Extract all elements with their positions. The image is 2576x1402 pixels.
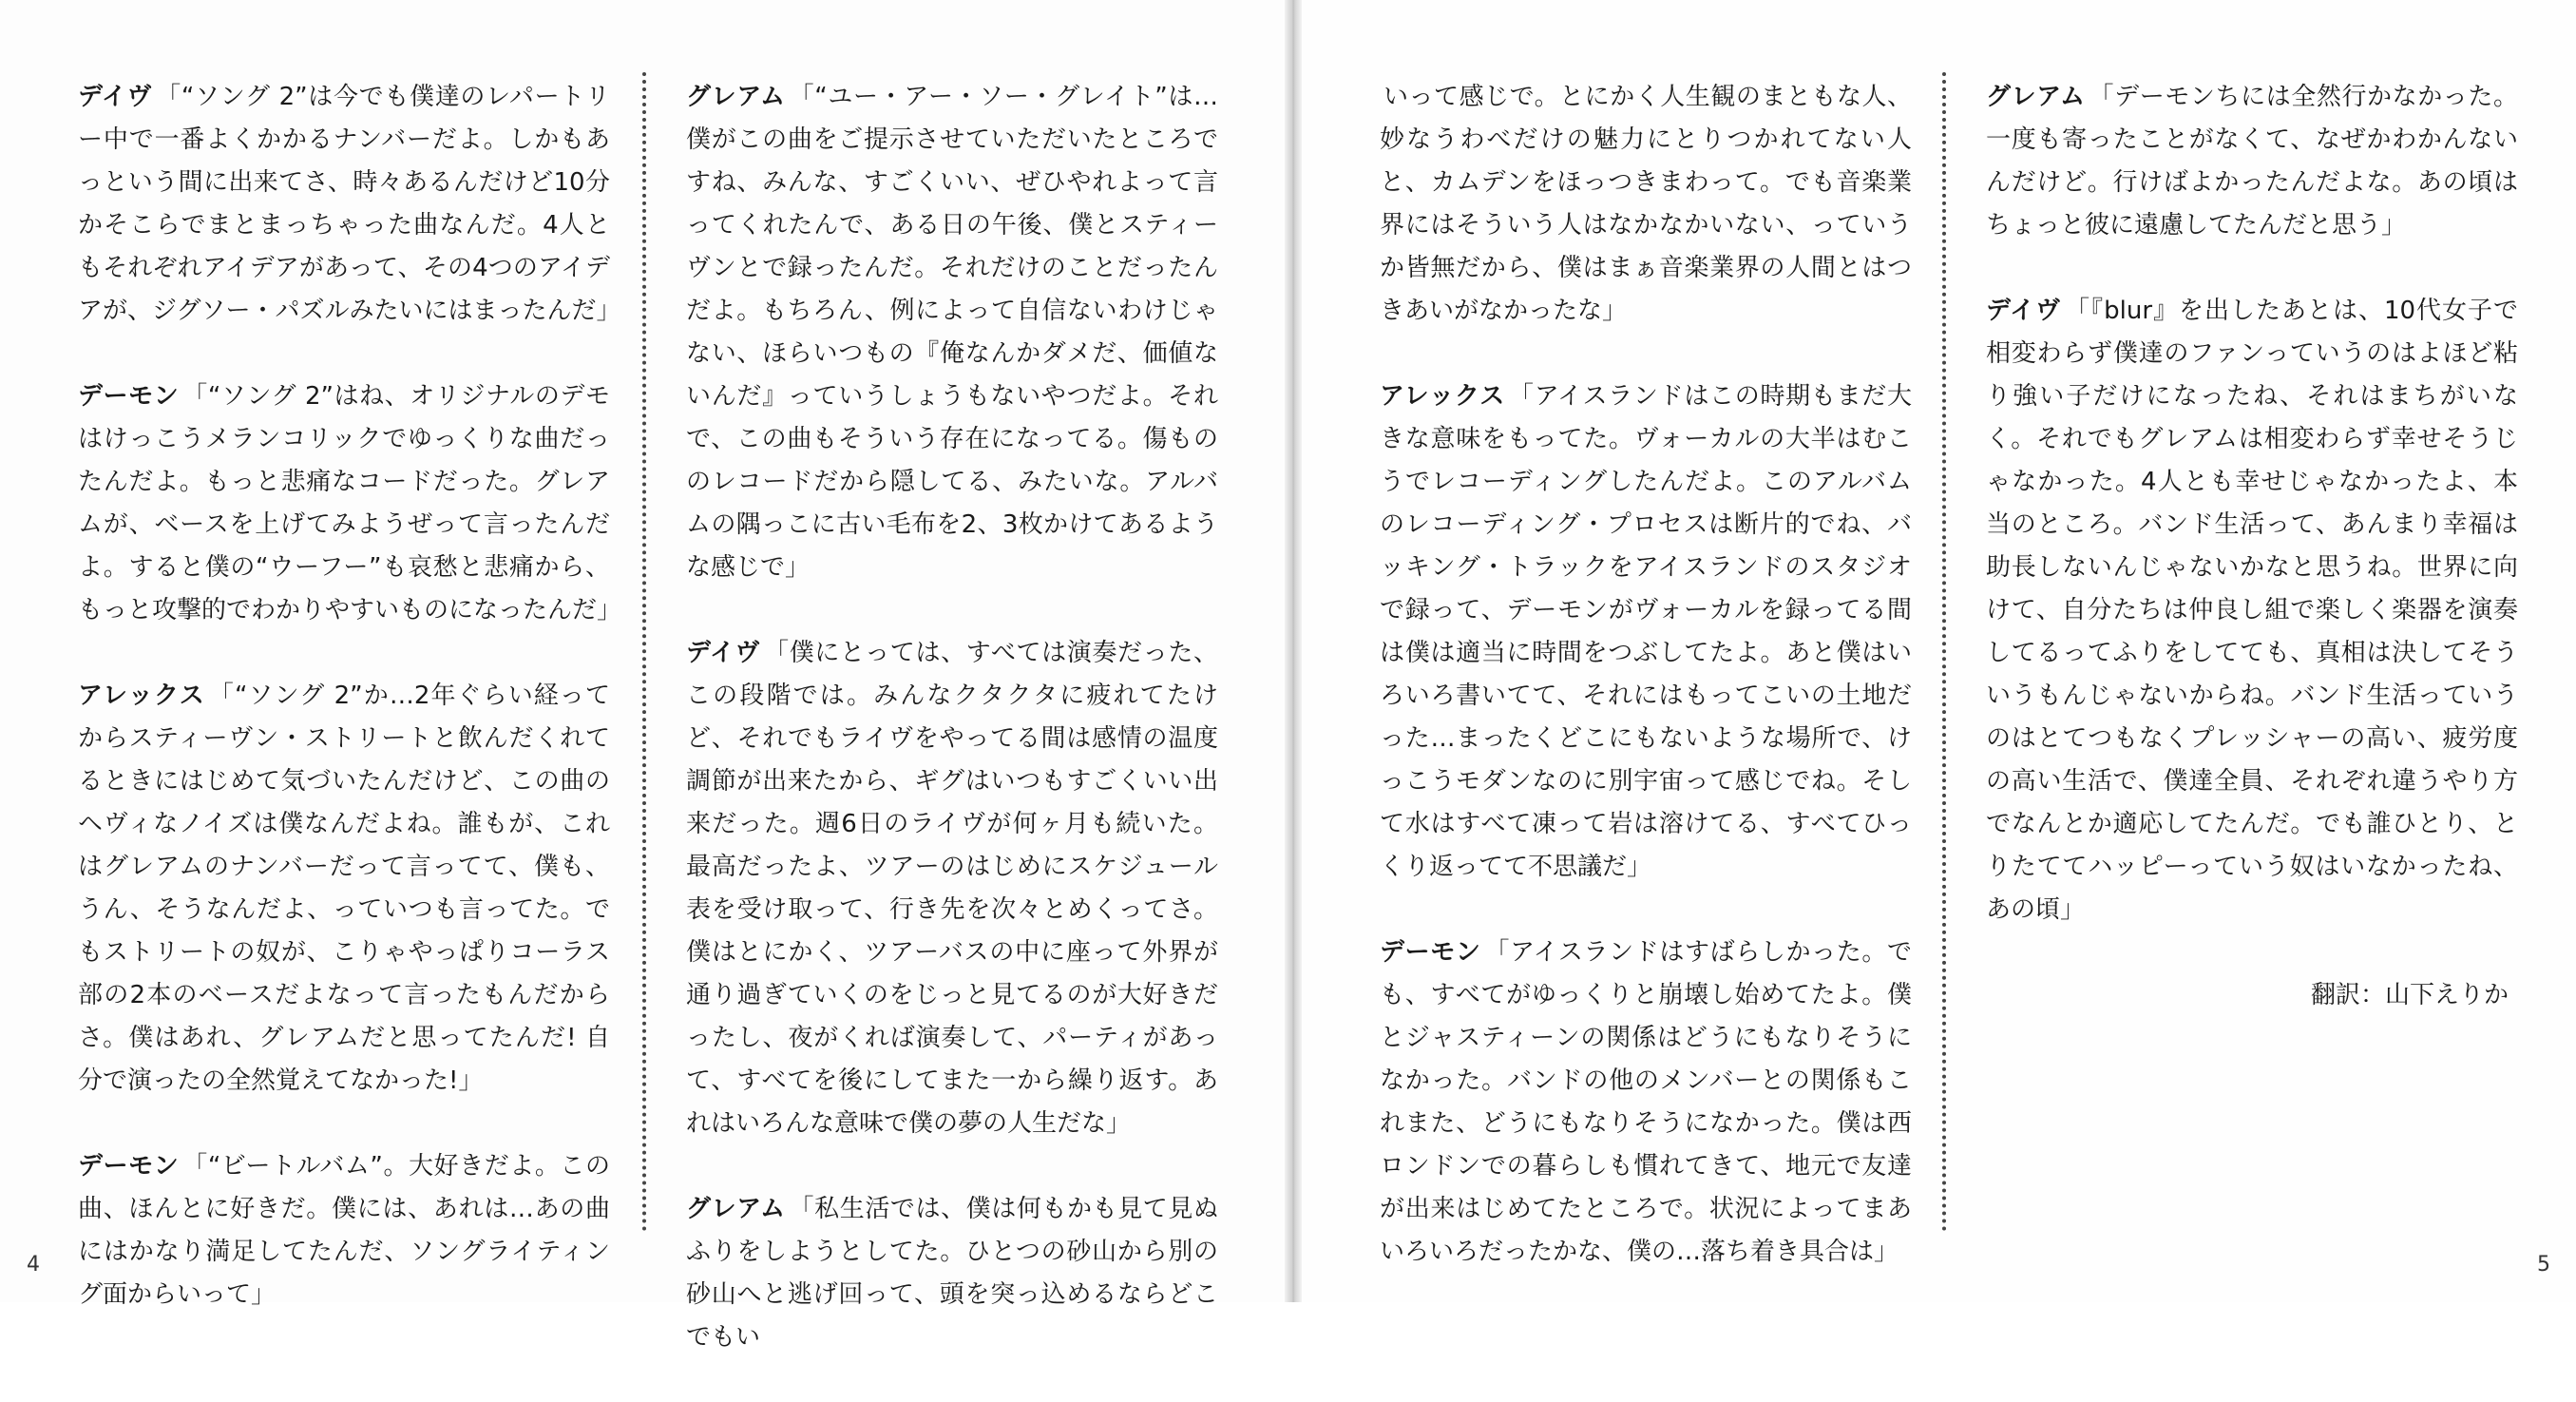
quote-text: 「アイスランドはこの時期もまだ大きな意味をもってた。ヴォーカルの大半はむこうでレコーディングしたんだよ。このアルバムのレコーディング・プロセスは断片的でね、バッキング・トラックをアイスランドのスタジオで録って、デーモンがヴォーカルを録ってる間は僕は適当に時間をつぶしてたよ。あと僕はいろいろ書いてて、それにはもってこいの土地だった…まったくどこにもないような場所で、けっこうモダンなのに別宇宙って感じでね。そして水はすべて凍って岩は溶けてる、すべてひっくり返ってて不思議だ」 [1380, 382, 1912, 881]
speaker-name: アレックス [78, 682, 205, 710]
interview-entry [686, 632, 1218, 1145]
speaker-name: デイヴ [78, 83, 153, 111]
quote-text: 「“ビートルバム”。大好きだよ。この曲、ほんとに好きだ。僕には、あれは…あの曲にはかなり満足してたんだ、ソングライティング面からいって」 [78, 1152, 610, 1309]
speaker-name: デイヴ [686, 639, 761, 667]
speaker-name: グレアム [686, 83, 786, 111]
interview-entry [1380, 76, 1912, 333]
book-gutter [1285, 0, 1302, 1302]
interview-entry [1380, 375, 1912, 889]
column-3 [1380, 76, 1912, 1316]
page-number-left: 4 [27, 1253, 40, 1277]
interview-entry [686, 76, 1218, 589]
column-2 [686, 76, 1218, 1402]
left-page [0, 0, 1285, 1352]
interview-entry [1986, 290, 2518, 931]
column-4 [1986, 76, 2518, 1042]
right-page [1302, 0, 2576, 1302]
interview-entry [686, 1188, 1218, 1359]
column-divider [1942, 72, 1946, 1232]
quote-text: 「アイスランドはすばらしかった。でも、すべてがゆっくりと崩壊し始めてたよ。僕とジャスティーンの関係はどうにもなりそうになかった。バンドの他のメンバーとの関係もこれまた、どうにもなりそうになかった。僕は西ロンドンでの暮らしも慣れてきて、地元で友達が出来はじめてたところで。状況によってまあいろいろだったかな、僕の…落ち着き具合は」 [1380, 938, 1912, 1266]
interview-entry [1986, 76, 2518, 247]
column-1 [78, 76, 622, 1359]
quote-text: 「“ユー・アー・ソー・グレイト”は…僕がこの曲をご提示させていただいたところですね、みんな、すごくいい、ぜひやれよって言ってくれたんで、ある日の午後、僕とスティーヴンとで録ったんだ。それだけのことだったんだよ。もちろん、例によって自信ないわけじゃない、ほらいつもの『俺なんかダメだ、価値ないんだ』っていうしょうもないやつだよ。それで、この曲もそういう存在になってる。傷もののレコードだから隠してる、みたいな。アルバムの隅っこに古い毛布を2、3枚かけてあるような感じで」 [686, 83, 1218, 582]
quote-text: 「“ソング 2”か…2年ぐらい経ってからスティーヴン・ストリートと飲んだくれてるときにはじめて気づいたんだけど、この曲のヘヴィなノイズは僕なんだよね。誰もが、これはグレアムのナンバーだって言ってて、僕も、うん、そうなんだよ、っていつも言ってた。でもストリートの奴が、こりゃやっぱりコーラス部の2本のベースだよなって言ったもんだからさ。僕はあれ、グレアムだと思ってたんだ! 自分で演ったの全然覚えてなかった!」 [78, 682, 610, 1095]
quote-text: いって感じで。とにかく人生観のまともな人、妙なうわべだけの魅力にとりつかれてない人と、カムデンをほっつきまわって。でも音楽業界にはそういう人はなかなかいない、っていうか皆無だから、僕はまぁ音楽業界の人間とはつきあいがなかったな」 [1380, 83, 1912, 325]
translator-credit: 翻訳：山下えりか [2310, 981, 2509, 1009]
quote-text: 「私生活では、僕は何もかも見て見ぬふりをしようとしてた。ひとつの砂山から別の砂山へと逃げ回って、頭を突っ込めるならどこでもい [686, 1195, 1218, 1352]
page-number-right: 5 [2537, 1253, 2550, 1277]
speaker-name: グレアム [686, 1195, 786, 1223]
speaker-name: デーモン [78, 382, 180, 411]
speaker-name: デーモン [78, 1152, 180, 1181]
speaker-name: デイヴ [1986, 297, 2062, 325]
interview-entry [78, 375, 622, 632]
interview-entry [78, 675, 610, 1103]
quote-text: 「“ソング 2”はね、オリジナルのデモはけっこうメランコリックでゆっくりな曲だったんだよ。もっと悲痛なコードだった。グレアムが、ベースを上げてみようぜって言ったんだよ。すると僕の“ウーフー”も哀愁と悲痛から、もっと攻撃的でわかりやすいものになったんだ」 [78, 382, 622, 624]
quote-text: 「僕にとっては、すべては演奏だった、この段階では。みんなクタクタに疲れてたけど、それでもライヴをやってる間は感情の温度調節が出来たから、ギグはいつもすごくいい出来だった。週6日のライヴが何ヶ月も続いた。最高だったよ、ツアーのはじめにスケジュール表を受け取って、行き先を次々とめくってさ。僕はとにかく、ツアーバスの中に座って外界が通り過ぎていくのをじっと見てるのが大好きだったし、夜がくれば演奏して、パーティがあって、すべてを後にしてまた一から繰り返す。あれはいろんな意味で僕の夢の人生だな」 [686, 639, 1218, 1138]
quote-text: 「デーモンちには全然行かなかった。一度も寄ったことがなくて、なぜかわかんないんだけど。行けばよかったんだよな。あの頃はちょっと彼に遠慮してたんだと思う」 [1986, 83, 2518, 240]
interview-entry [1380, 931, 1912, 1274]
speaker-name: グレアム [1986, 83, 2086, 111]
quote-text: 「『blur』を出したあとは、10代女子で相変わらず僕達のファンっていうのはよほど粘り強い子だけになったね、それはまちがいなく。それでもグレアムは相変わらず幸せそうじゃなかった。4人とも幸せじゃなかったよ、本当のところ。バンド生活って、あんまり幸福は助長しないんじゃないかなと思うね。世界に向けて、自分たちは仲良し組で楽しく楽器を演奏してるってふりをしてても、真相は決してそういうもんじゃないからね。バンド生活っていうのはとてつもなくプレッシャーの高い、疲労度の高い生活で、僕達全員、それぞれ違うやり方でなんとか適応してたんだ。でも誰ひとり、とりたててハッピーっていう奴はいなかったね、あの頃」 [1986, 297, 2518, 924]
interview-entry [78, 1145, 610, 1316]
interview-entry [78, 76, 621, 333]
speaker-name: デーモン [1380, 938, 1481, 967]
column-divider [642, 72, 646, 1232]
quote-text: 「“ソング 2”は今でも僕達のレパートリー中で一番よくかかるナンバーだよ。しかもあっという間に出来てさ、時々あるんだけど10分かそこらでまとまっちゃった曲なんだ。4人ともそれぞれアイデアがあって、その4つのアイデアが、ジグソー・パズルみたいにはまったんだ」 [78, 83, 621, 325]
speaker-name: アレックス [1380, 382, 1505, 411]
